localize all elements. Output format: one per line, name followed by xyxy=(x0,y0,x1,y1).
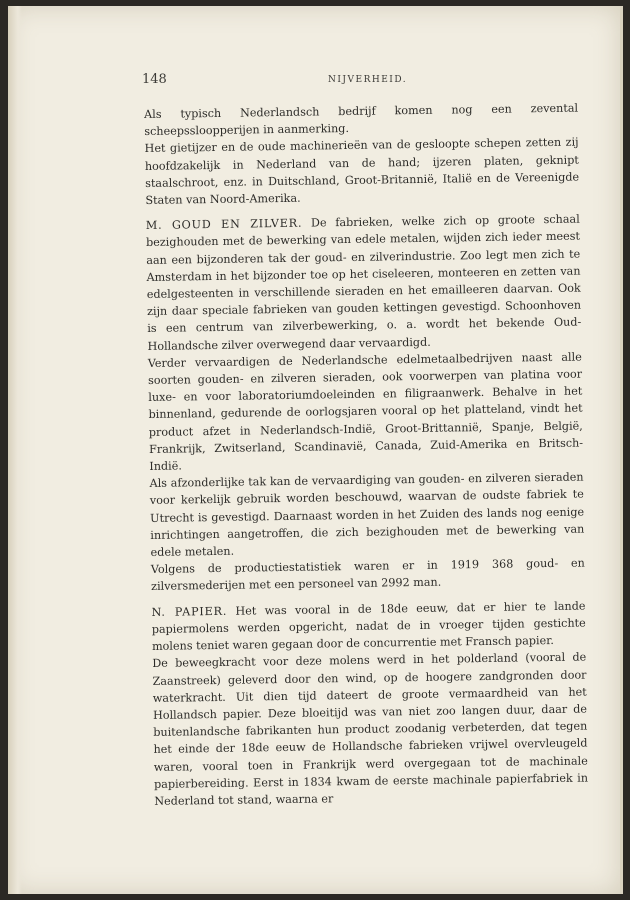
section-paragraph-goud-en-zilver xyxy=(146,211,582,355)
section-heading-goud-en-zilver: M. GOUD EN ZILVER. xyxy=(145,216,303,233)
paragraph xyxy=(152,649,588,810)
running-title: NIJVERHEID. xyxy=(328,75,408,85)
paragraph-text: Verder vervaardigen de Nederlandsche edelmetaalbedrijven naast alle soorten gouden- en zilveren sieraden, ook voorwerpen van platina voor luxe- en voor laboratoriumdoeleinden en filigraanwerk. Behalve in het binnenland, gedurende de oorlogsjaren vooral op het platteland, vindt het product afzet in Nederlandsch-Indië, Groot-Brittannië, Spanje, België, Frankrijk, Zwitserland, Scandinavië, Canada, Zuid-Amerika en Britsch-Indië. xyxy=(147,350,584,474)
paragraph xyxy=(149,469,584,561)
section-paragraph-papier xyxy=(151,597,586,655)
paragraph-text: Het gietijzer en de oude machinerieën van de gesloopte schepen zetten zij hoofdzakelijk in Nederland van de hand; ijzeren platen, geknipt staalschroot, enz. in Duitschland, Groot-Britannië, Italië en de Vereenigde Staten van Noord-Amerika. xyxy=(144,135,580,208)
paragraph-text: Als afzonderlijke tak kan de vervaardiging van gouden- en zilveren sieraden voor kerkelijk gebruik worden beschouwd, waarvan de oudste fabriek te Utrecht is gevestigd. Daarnaast worden in het Zuiden des lands nog eenige inrichtingen aangetroffen, die zich bezighouden met de bewerking van edele metalen. xyxy=(149,470,585,560)
paragraph xyxy=(145,134,580,209)
paragraph-text: De fabrieken, welke zich op groote schaal bezighouden met de bewerking van edele metalen, wijden zich ieder meest aan een bijzonderen tak der goud- en zilverindustrie. Zoo legt men zich te Amsterdam in het bijzonder toe op het ciseleeren, monteeren en zetten van edelgesteenten in verschillende sieraden en het emailleeren daarvan. Ook zijn daar speciale fabrieken van gouden kettingen gevestigd. Schoonhoven is een centrum van zilverbewerking, o. a. wordt het bekende Oud-Hollandsche zilver overwegend daar vervaardigd. xyxy=(145,212,582,353)
body-text xyxy=(144,100,588,810)
paragraph xyxy=(148,348,584,475)
paragraph-text: Volgens de productiestatistiek waren er in 1919 368 goud- en zilversmederijen met een personeel van 2992 man. xyxy=(150,556,585,594)
page-binding-shadow xyxy=(8,6,22,894)
page-number: 148 xyxy=(142,72,167,87)
page-header xyxy=(142,72,582,92)
paragraph-text: Het was vooral in de 18de eeuw, dat er hier te lande papiermolens werden opgericht, nadat de in vroeger tijden gestichte molens teniet waren gegaan door de concurrentie met Fransch papier. xyxy=(151,599,586,654)
paragraph xyxy=(151,555,585,596)
book-page xyxy=(8,6,623,894)
paragraph-text: Als typisch Nederlandsch bedrijf komen nog een zevental scheepssloopperijen in aanmerking. xyxy=(144,101,579,139)
paragraph-text: De beweegkracht voor deze molens werd in het polderland (vooral de Zaanstreek) geleverd door den wind, op de hoogere zandgronden door waterkracht. Uit dien tijd dateert de groote vermaardheid van het Hollandsch papier. Deze bloeitijd was van niet zoo langen duur, daar de buitenlandsche fabrikanten hun product zoodanig verbeterden, dat tegen het einde der 18de eeuw de Hollandsche fabrieken vrijwel overvleugeld waren, vooral toen in Frankrijk werd overgegaan tot de machinale papierbereiding. Eerst in 1834 kwam de eerste machinale papierfabriek in Nederland tot stand, waarna er xyxy=(152,650,589,808)
section-heading-papier: N. PAPIER. xyxy=(151,604,228,619)
